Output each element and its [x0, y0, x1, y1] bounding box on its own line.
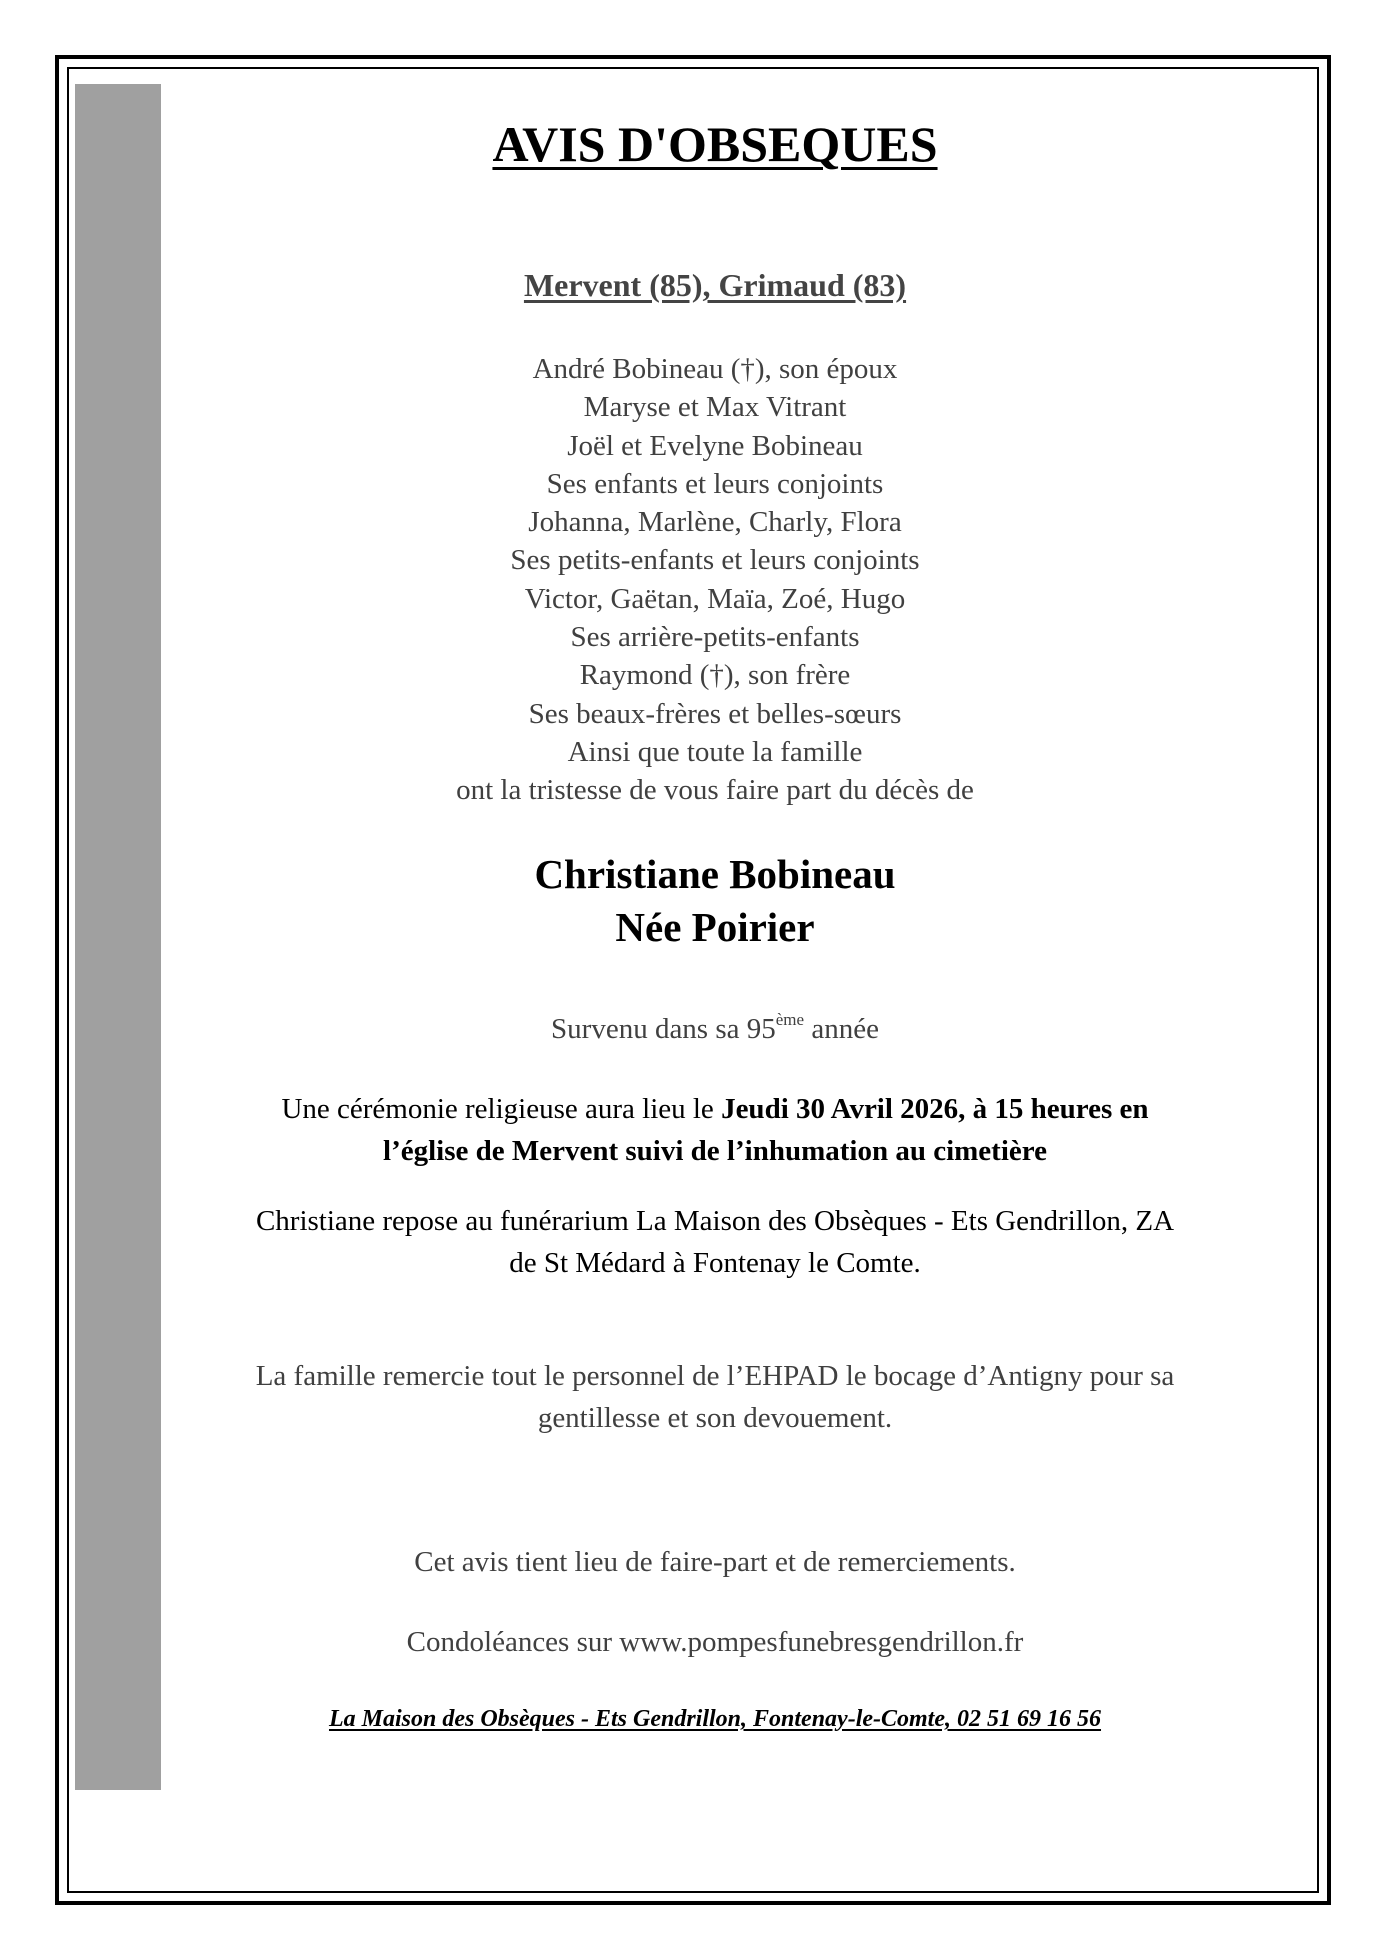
thanks-line: gentillesse et son devouement.	[537, 1402, 893, 1434]
family-line: André Bobineau (†), son époux	[532, 353, 898, 385]
family-line: Ses beaux-frères et belles-sœurs	[528, 697, 902, 730]
family-list	[165, 350, 1265, 810]
family-line: Ses enfants et leurs conjoints	[546, 467, 884, 500]
age-suffix: année	[804, 1013, 879, 1045]
repose-details	[165, 1200, 1265, 1284]
family-line: Victor, Gaëtan, Maïa, Zoé, Hugo	[524, 582, 906, 615]
locations-heading: Mervent (85), Grimaud (83)	[523, 267, 907, 303]
family-line: Ainsi que toute la famille	[567, 735, 863, 768]
deceased-maiden-name: Née Poirier	[615, 904, 815, 950]
deceased-block	[165, 848, 1265, 954]
family-line: Ses petits-enfants et leurs conjoints	[510, 544, 920, 577]
page-title: AVIS D'OBSEQUES	[492, 116, 938, 172]
notice-line: Cet avis tient lieu de faire-part et de remerciements.	[414, 1546, 1016, 1578]
inner-border-frame	[67, 67, 1319, 1893]
family-line: ont la tristesse de vous faire part du décès de	[456, 774, 974, 807]
funeral-home-footer: La Maison des Obsèques - Ets Gendrillon, Fontenay-le-Comte, 02 51 69 16 56	[328, 1706, 1102, 1732]
repose-line: de St Médard à Fontenay le Comte.	[509, 1247, 921, 1279]
family-line: Johanna, Marlène, Charly, Flora	[528, 506, 902, 539]
age-superscript: ème	[775, 1010, 805, 1029]
ceremony-intro: Une cérémonie religieuse aura lieu le	[281, 1093, 722, 1125]
family-line: Ses arrière-petits-enfants	[570, 621, 860, 654]
condolences-line: Condoléances sur www.pompesfunebresgendrillon.fr	[406, 1626, 1024, 1658]
ceremony-place: l’église de Mervent suivi de l’inhumation au cimetière	[383, 1135, 1047, 1167]
family-line: Raymond (†), son frère	[579, 659, 851, 692]
ceremony-date: Jeudi 30 Avril 2026, à 15 heures en	[721, 1093, 1149, 1125]
age-prefix: Survenu dans sa 95	[551, 1013, 776, 1045]
repose-line: Christiane repose au funérarium La Maison des Obsèques - Ets Gendrillon, ZA	[255, 1205, 1175, 1237]
gray-sidebar-band	[75, 84, 161, 1790]
age-line	[165, 1010, 1265, 1047]
ceremony-details	[165, 1088, 1265, 1172]
family-line: Maryse et Max Vitrant	[583, 391, 847, 424]
family-line: Joël et Evelyne Bobineau	[567, 429, 863, 462]
thanks-line: La famille remercie tout le personnel de l’EHPAD le bocage d’Antigny pour sa	[255, 1360, 1175, 1392]
thanks-paragraph	[165, 1355, 1265, 1439]
deceased-name: Christiane Bobineau	[534, 851, 896, 897]
